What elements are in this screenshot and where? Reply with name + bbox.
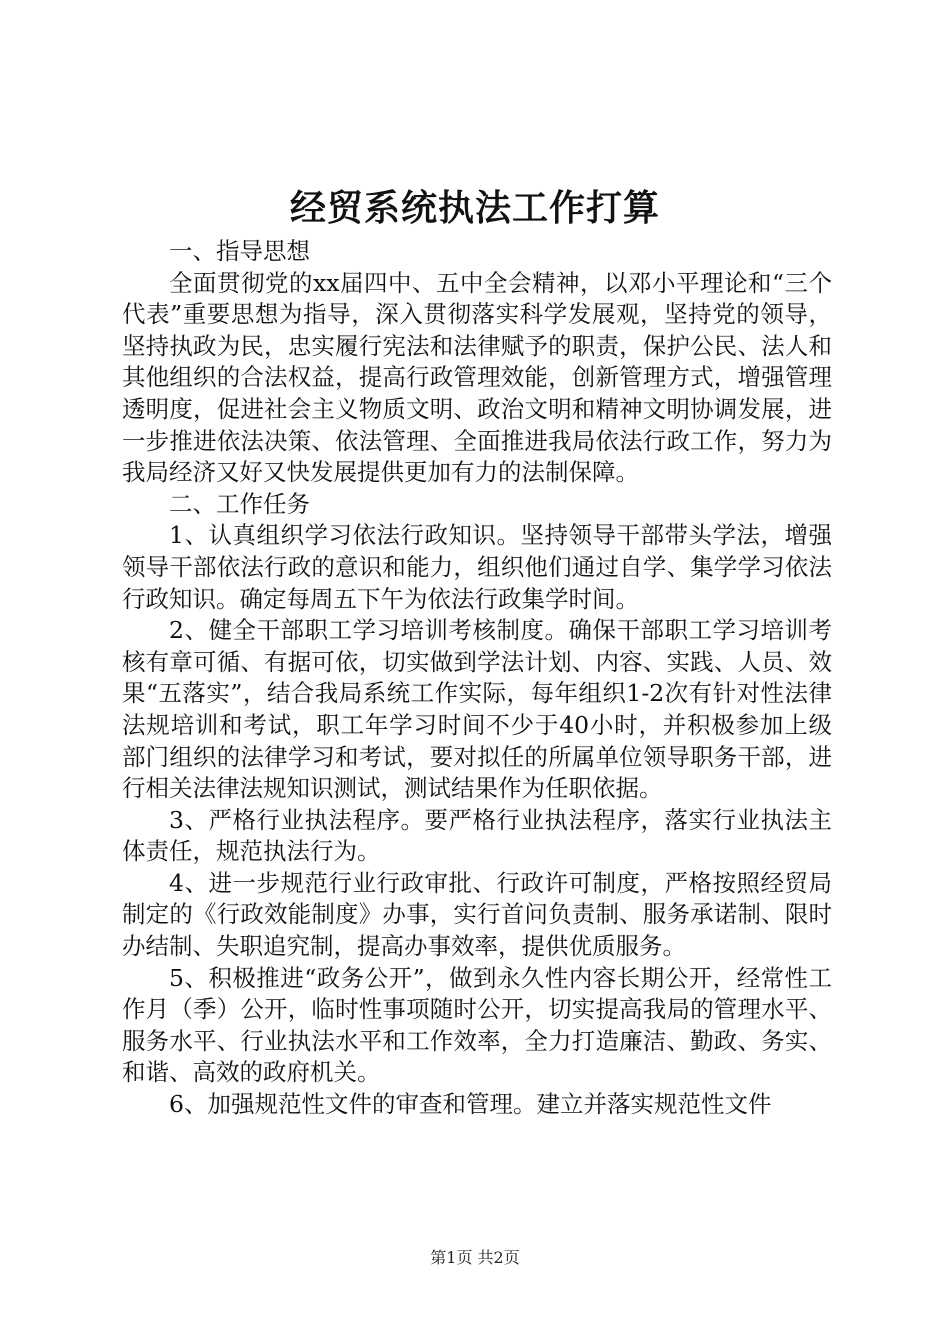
- page-number: 第1页 共2页: [430, 1248, 520, 1267]
- paragraph-task-1: 1、认真组织学习依法行政知识。坚持领导干部带头学法，增强领导干部依法行政的意识和能力，组织他们通过自学、集学学习依法行政知识。确定每周五下午为依法行政集学时间。: [122, 521, 832, 613]
- paragraph-task-4: 4、进一步规范行业行政审批、行政许可制度，严格按照经贸局制定的《行政效能制度》办事，实行首问负责制、服务承诺制、限时办结制、失职追究制，提高办事效率，提供优质服务。: [122, 868, 832, 961]
- document-title: 经贸系统执法工作打算: [289, 187, 660, 229]
- page-footer: [0, 1245, 950, 1268]
- paragraph-guiding-ideology: 全面贯彻党的xx届四中、五中全会精神，以邓小平理论和“三个代表”重要思想为指导，深入贯彻落实科学发展观，坚持党的领导，坚持执政为民，忠实履行宪法和法律赋予的职责，保护公民、法人和其他组织的合法权益，提高行政管理效能，创新管理方式，增强管理透明度，促进社会主义物质文明、政治文明和精神文明协调发展，进一步推进依法决策、依法管理、全面推进我局依法行政工作，努力为我局经济又好又快发展提供更加有力的法制保障。: [122, 268, 832, 487]
- document-body: [122, 236, 832, 1121]
- paragraph-task-5: 5、积极推进“政务公开”，做到永久性内容长期公开，经常性工作月（季）公开，临时性事项随时公开，切实提高我局的管理水平、服务水平、行业执法水平和工作效率，全力打造廉洁、勤政、务实、和谐、高效的政府机关。: [122, 963, 832, 1087]
- section-heading-work-tasks: 二、工作任务: [169, 489, 310, 518]
- paragraph-task-3: 3、严格行业执法程序。要严格行业执法程序，落实行业执法主体责任，规范执法行为。: [122, 805, 832, 866]
- paragraph-task-6: 6、加强规范性文件的审查和管理。建立并落实规范性文件: [169, 1090, 772, 1119]
- paragraph-task-2: 2、健全干部职工学习培训考核制度。确保干部职工学习培训考核有章可循、有据可依，切实做到学法计划、内容、实践、人员、效果“五落实”，结合我局系统工作实际，每年组织1-2次有针对性法律法规培训和考试，职工年学习时间不少于40小时，并积极参加上级部门组织的法律学习和考试，要对拟任的所属单位领导职务干部，进行相关法律法规知识测试，测试结果作为任职依据。: [122, 616, 832, 803]
- section-heading-guiding-ideology: 一、指导思想: [169, 237, 310, 265]
